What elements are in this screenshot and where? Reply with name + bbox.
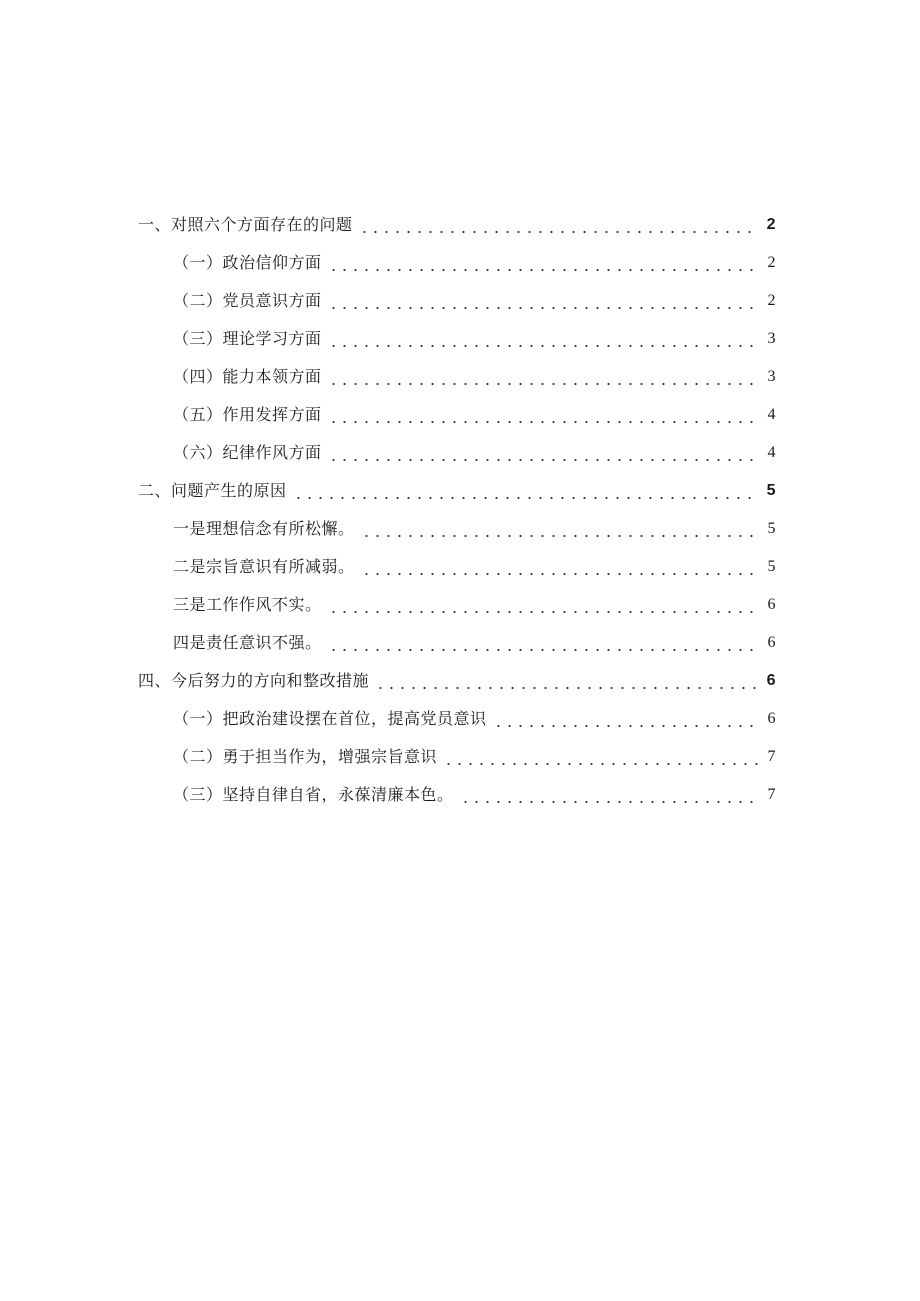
toc-page-number: 7: [767, 748, 776, 765]
toc-entry-label: （一）政治信仰方面: [173, 253, 322, 272]
toc-entry-label: （一）把政治建设摆在首位，提高党员意识: [173, 709, 487, 728]
toc-page-number: 2: [767, 254, 776, 271]
toc-entry[interactable]: [0, 731, 920, 769]
toc-page-number: 5: [767, 558, 776, 575]
toc-entry[interactable]: [0, 769, 920, 807]
toc-entry-label: （二）党员意识方面: [173, 291, 322, 310]
toc-entry[interactable]: [0, 275, 920, 313]
dot-leader: [361, 557, 758, 579]
toc-entry-label: （六）纪律作风方面: [173, 443, 322, 462]
dot-leader: [328, 405, 758, 427]
toc-entry-label: （四）能力本领方面: [173, 367, 322, 386]
toc-page-number: 5: [766, 482, 776, 499]
toc-entry[interactable]: [0, 693, 920, 731]
toc-entry[interactable]: [0, 503, 920, 541]
dot-leader: [359, 215, 758, 237]
toc-entry[interactable]: [0, 427, 920, 465]
toc-page-number: 2: [767, 292, 776, 309]
toc-page-number: 6: [767, 596, 776, 613]
toc-entry[interactable]: [0, 541, 920, 579]
toc-entry[interactable]: [0, 199, 920, 237]
dot-leader: [328, 633, 758, 655]
toc-entry-label: 一、对照六个方面存在的问题: [138, 215, 353, 234]
dot-leader: [361, 519, 758, 541]
toc-entry[interactable]: [0, 389, 920, 427]
dot-leader: [443, 747, 758, 769]
dot-leader: [328, 367, 758, 389]
toc-entry[interactable]: [0, 237, 920, 275]
toc-entry-label: （三）坚持自律自省，永葆清廉本色。: [173, 785, 454, 804]
toc-page-number: 6: [767, 634, 776, 651]
toc-entry[interactable]: [0, 351, 920, 389]
toc-page-number: 7: [767, 786, 776, 803]
toc-page-number: 2: [766, 216, 776, 233]
toc-entry-label: 四是责任意识不强。: [173, 633, 322, 652]
toc-entry-label: 二、问题产生的原因: [138, 481, 287, 500]
toc-page-number: 4: [767, 406, 776, 423]
toc-page-number: 5: [767, 520, 776, 537]
dot-leader: [493, 709, 758, 731]
toc-entry-label: （五）作用发挥方面: [173, 405, 322, 424]
toc-entry[interactable]: [0, 655, 920, 693]
dot-leader: [460, 785, 758, 807]
toc-page-number: 6: [767, 710, 776, 727]
dot-leader: [328, 329, 758, 351]
toc-entry-label: 四、今后努力的方向和整改措施: [138, 671, 370, 690]
dot-leader: [328, 291, 758, 313]
toc-page-number: 3: [767, 368, 776, 385]
table-of-contents: [0, 199, 920, 807]
toc-page-number: 3: [767, 330, 776, 347]
toc-page-number: 6: [766, 672, 776, 689]
toc-entry[interactable]: [0, 313, 920, 351]
toc-entry[interactable]: [0, 579, 920, 617]
toc-entry-label: 三是工作作风不实。: [173, 595, 322, 614]
toc-entry[interactable]: [0, 465, 920, 503]
dot-leader: [328, 595, 758, 617]
toc-entry-label: （三）理论学习方面: [173, 329, 322, 348]
toc-entry-label: 一是理想信念有所松懈。: [173, 519, 355, 538]
toc-entry-label: 二是宗旨意识有所减弱。: [173, 557, 355, 576]
dot-leader: [328, 253, 758, 275]
dot-leader: [375, 671, 758, 693]
toc-page-number: 4: [767, 444, 776, 461]
dot-leader: [328, 443, 758, 465]
toc-entry[interactable]: [0, 617, 920, 655]
dot-leader: [293, 481, 758, 503]
toc-entry-label: （二）勇于担当作为，增强宗旨意识: [173, 747, 438, 766]
